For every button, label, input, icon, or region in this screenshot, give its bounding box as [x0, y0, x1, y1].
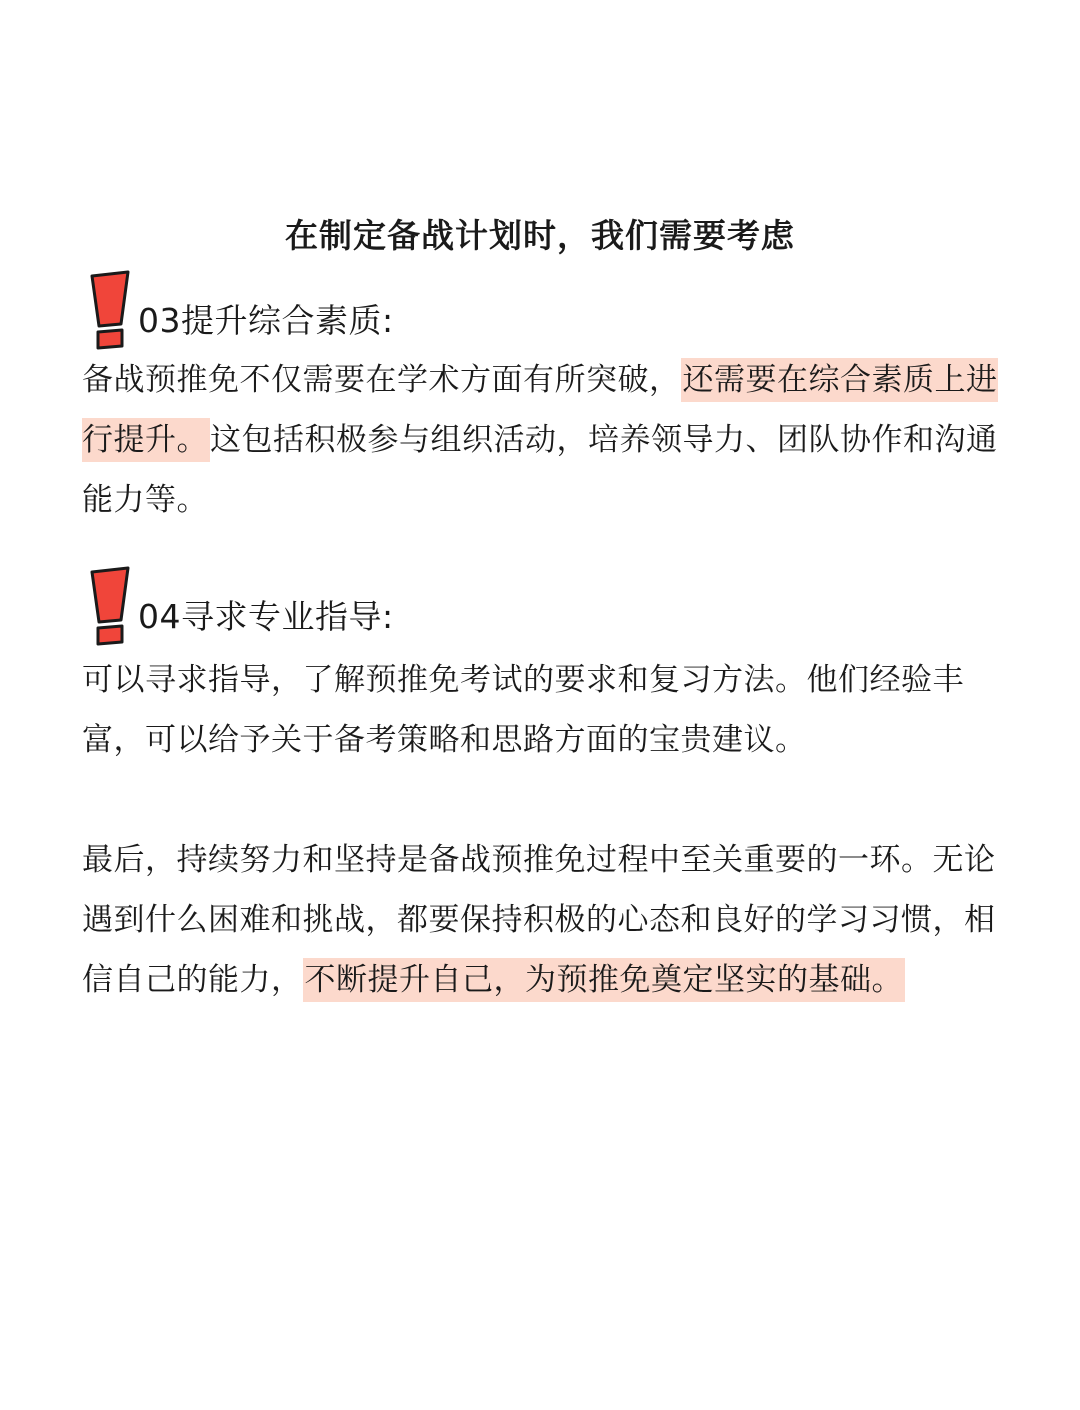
section-04-body: 可以寻求指导，了解预推免考试的要求和复习方法。他们经验丰富，可以给予关于备考策略和思路方面的宝贵建议。	[82, 662, 964, 758]
exclamation-icon	[84, 270, 134, 350]
conclusion-text-before: 最后，持续努力和坚持是备战预推免过程中至关重要的一环。无论遇到什么困难和挑战，都要保持积极的心态和良好的学习习惯，相信自己的能力，	[82, 842, 996, 998]
section-03-heading	[84, 270, 394, 350]
section-03-body	[82, 350, 1007, 530]
section-04-title: 04寻求专业指导:	[138, 597, 394, 636]
exclamation-icon	[84, 566, 134, 646]
section-03-text-after: 这包括积极参与组织活动，培养领导力、团队协作和沟通能力等。	[82, 422, 998, 518]
section-03-title: 03提升综合素质:	[138, 301, 394, 340]
section-04-heading	[84, 566, 394, 646]
page-title: 在制定备战计划时，我们需要考虑	[285, 216, 795, 255]
conclusion-highlight: 不断提升自己，为预推免奠定坚实的基础。	[303, 958, 906, 1002]
section-03-highlight: 还需要在综合素质上进行提升。	[82, 358, 998, 462]
conclusion-paragraph	[82, 830, 1007, 1010]
section-03-text-before: 备战预推免不仅需要在学术方面有所突破，	[82, 362, 681, 398]
